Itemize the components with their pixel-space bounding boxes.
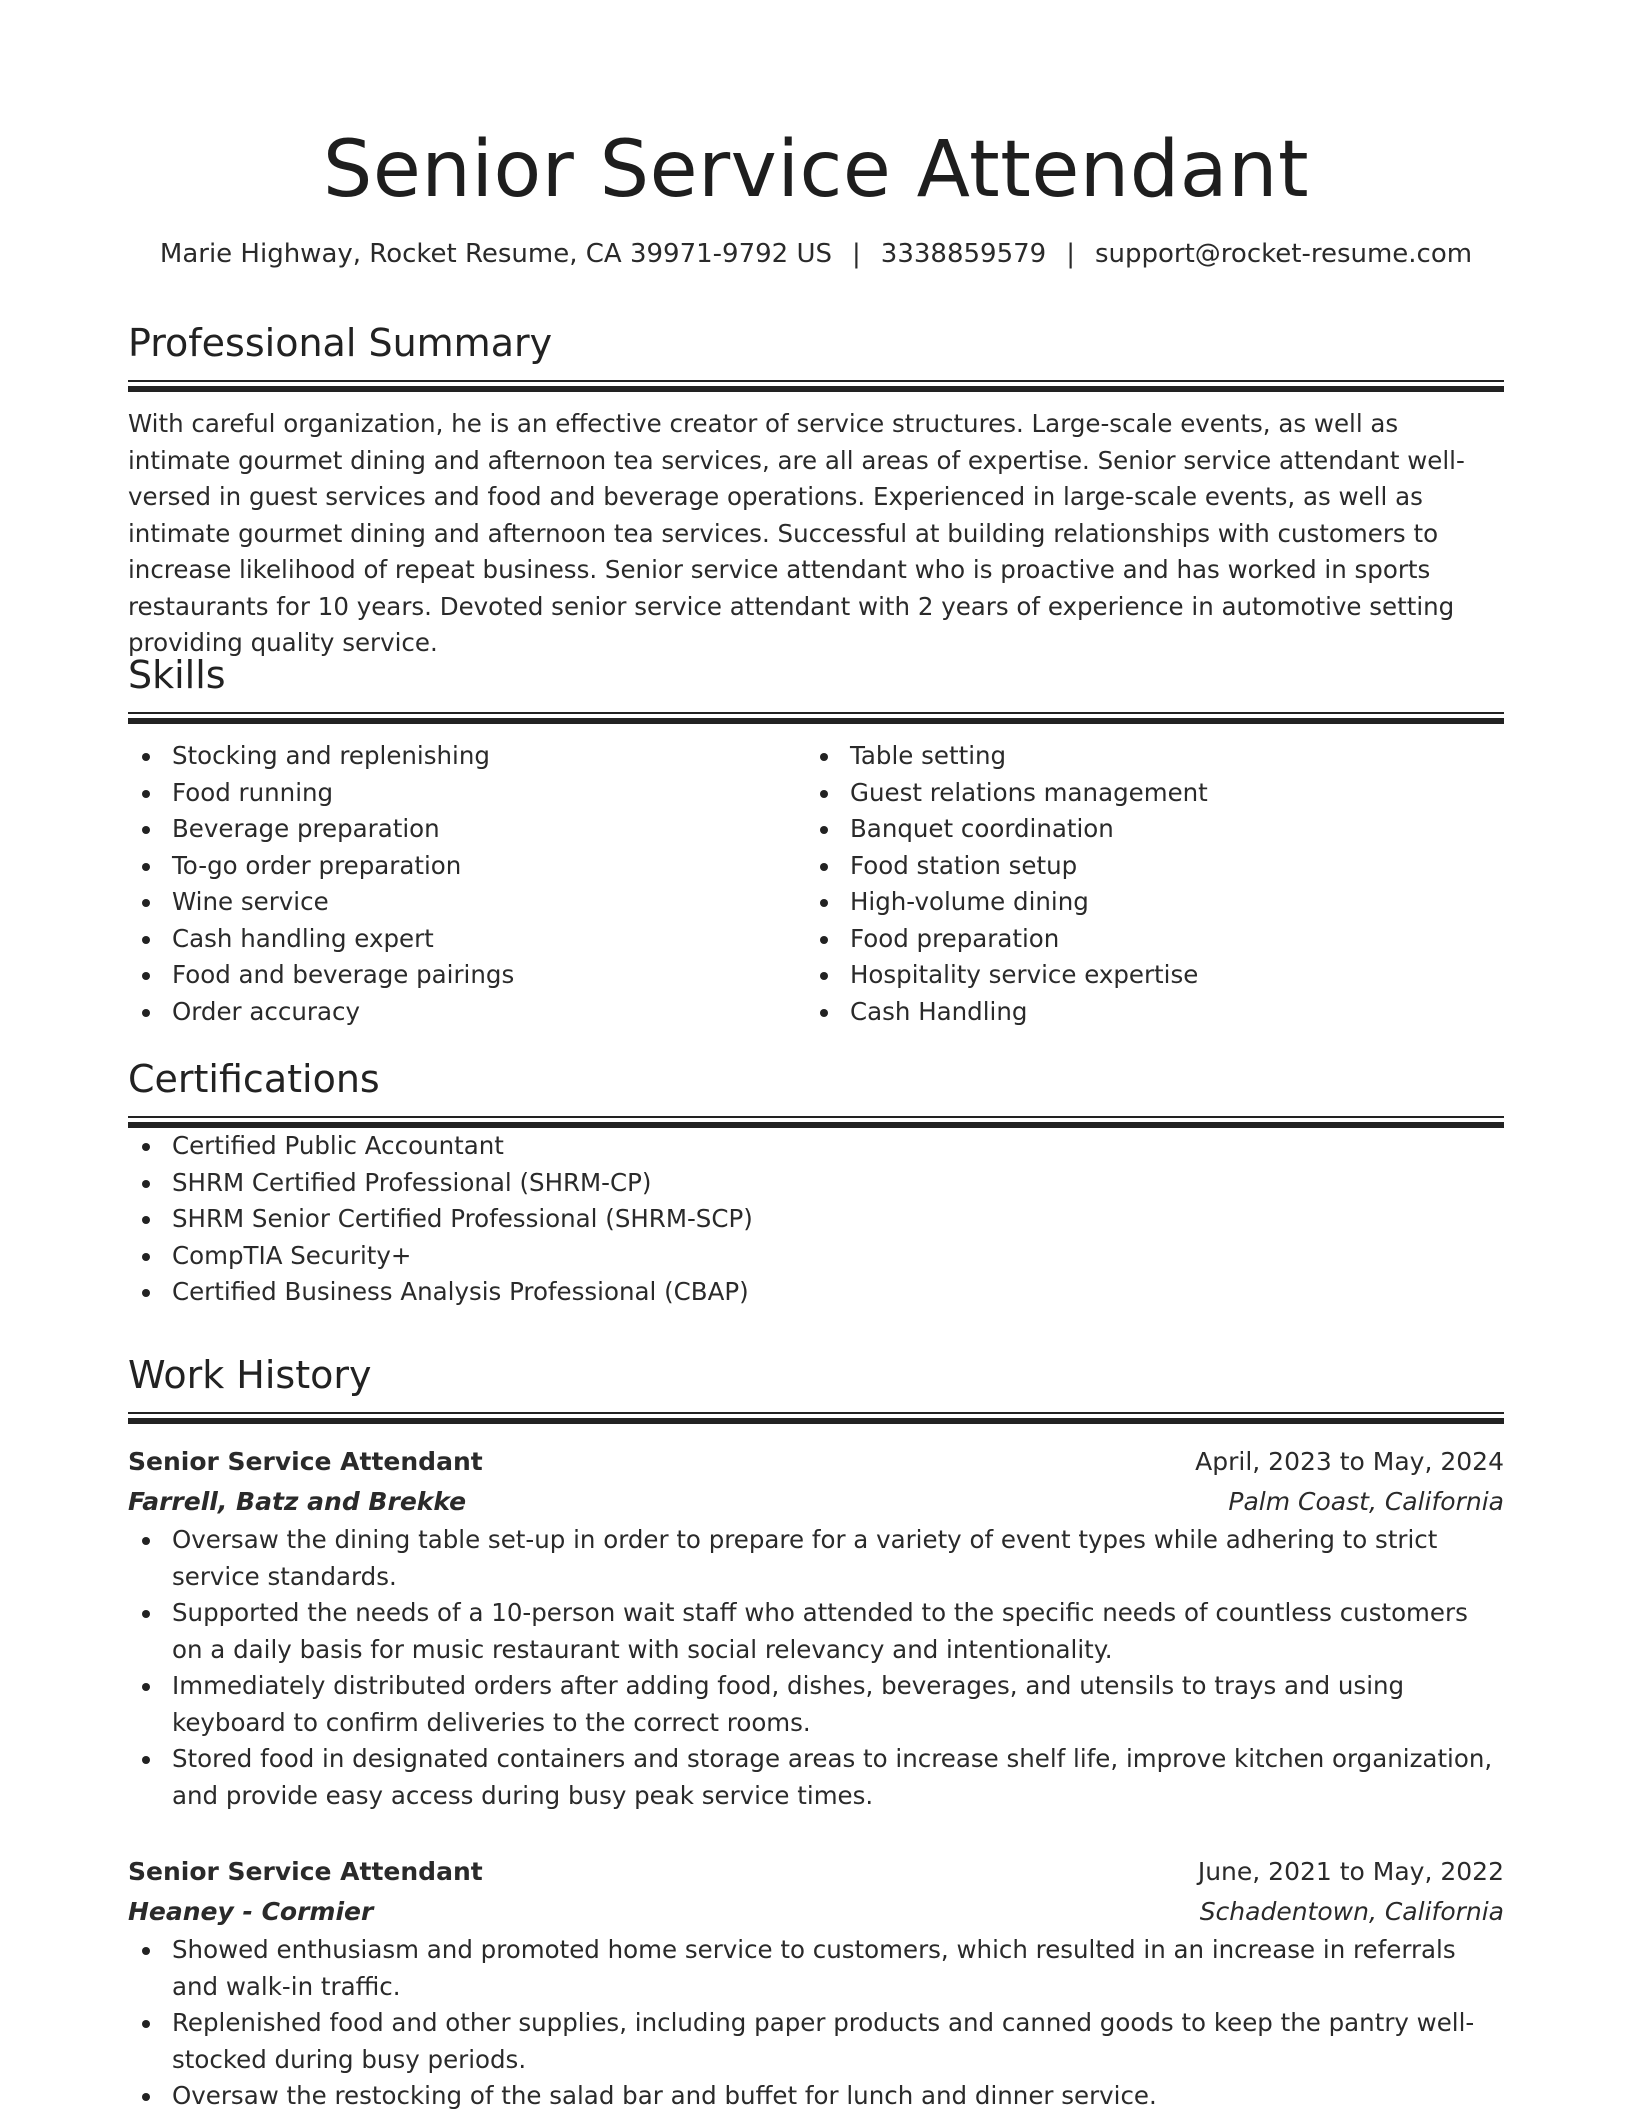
skill-label: Food station setup — [850, 850, 1078, 880]
skill-label: Beverage preparation — [172, 814, 440, 843]
bullet-icon — [142, 1947, 150, 1955]
job-duties-list — [128, 1522, 1504, 1814]
section-heading: Skills — [128, 653, 226, 697]
job-company: Farrell, Batz and Brekke — [128, 1487, 467, 1516]
skill-label: Table setting — [850, 741, 1007, 770]
job-location: Palm Coast, California — [1228, 1487, 1504, 1516]
certification-item — [128, 1128, 1504, 1165]
bullet-icon — [820, 826, 828, 834]
job-duty-item — [128, 1932, 1504, 2005]
bullet-icon — [142, 2020, 150, 2028]
skill-label: Food running — [172, 777, 334, 807]
bullet-icon — [142, 1289, 150, 1297]
certification-label: Certified Public Accountant — [172, 1131, 504, 1160]
section-heading: Professional Summary — [128, 321, 553, 365]
section-divider — [128, 380, 1504, 392]
skill-item — [806, 884, 1484, 921]
skill-item — [806, 848, 1484, 885]
certification-label: Certified Business Analysis Professional (CBAP) — [172, 1277, 749, 1306]
bullet-icon — [820, 936, 828, 944]
skills-grid — [128, 738, 1504, 1030]
certification-item — [128, 1165, 1504, 1202]
skill-item — [128, 884, 806, 921]
skill-item — [806, 738, 1484, 775]
resume-page — [128, 0, 1504, 2110]
skill-item — [806, 921, 1484, 958]
skills-list-left — [128, 738, 806, 1030]
job-duty-item — [128, 2005, 1504, 2078]
skill-label: To-go order preparation — [172, 850, 462, 880]
job-company-row — [128, 1892, 1504, 1932]
job-entry — [128, 1852, 1504, 2115]
skill-item — [128, 921, 806, 958]
professional-summary-section — [128, 318, 1504, 662]
job-duty-item — [128, 2078, 1504, 2115]
skill-item — [806, 994, 1484, 1031]
skill-label: Order accuracy — [172, 996, 360, 1026]
skills-list-right — [806, 738, 1484, 1030]
certification-item — [128, 1274, 1504, 1311]
job-dates: June, 2021 to May, 2022 — [1197, 1857, 1504, 1886]
bullet-icon — [142, 863, 150, 871]
job-title: Senior Service Attendant — [128, 1857, 483, 1886]
contact-address: Marie Highway, Rocket Resume, CA 39971-9792 US — [159, 239, 833, 269]
contact-phone: 3338859579 — [880, 239, 1047, 269]
job-duty-text: Oversaw the dining table set-up in order to prepare for a variety of event types while adhering to strict service standards. — [172, 1525, 1438, 1591]
bullet-icon — [820, 972, 828, 980]
skill-label: Food preparation — [850, 923, 1060, 953]
skill-label: Cash handling expert — [172, 923, 434, 953]
bullet-icon — [142, 826, 150, 834]
work-history-section — [128, 1350, 1504, 2115]
job-title: Senior Service Attendant — [128, 1447, 483, 1476]
skill-label: Banquet coordination — [850, 814, 1114, 843]
bullet-icon — [142, 936, 150, 944]
bullet-icon — [820, 1009, 828, 1017]
bullet-icon — [142, 1253, 150, 1261]
job-duty-text: Immediately distributed orders after adding food, dishes, beverages, and utensils to trays and using keyboard to confirm deliveries to the correct rooms. — [172, 1671, 1405, 1737]
skill-item — [806, 957, 1484, 994]
job-duty-item — [128, 1668, 1504, 1741]
contact-line — [128, 236, 1504, 272]
skill-label: Wine service — [172, 887, 329, 916]
certification-label: SHRM Senior Certified Professional (SHRM-SCP) — [172, 1204, 753, 1233]
skill-item — [128, 811, 806, 848]
bullet-icon — [142, 1180, 150, 1188]
job-duty-text: Supported the needs of a 10-person wait staff who attended to the specific needs of countless customers on a daily basis for music restaurant with social relevancy and intentionality. — [172, 1598, 1468, 1664]
contact-separator: | — [852, 239, 861, 269]
bullet-icon — [142, 899, 150, 907]
section-divider — [128, 712, 1504, 724]
job-company-row — [128, 1482, 1504, 1522]
bullet-icon — [820, 899, 828, 907]
section-heading: Certifications — [128, 1057, 380, 1101]
bullet-icon — [142, 1610, 150, 1618]
bullet-icon — [820, 863, 828, 871]
skill-item — [806, 811, 1484, 848]
bullet-icon — [142, 1216, 150, 1224]
bullet-icon — [142, 753, 150, 761]
job-duty-item — [128, 1522, 1504, 1595]
certification-label: SHRM Certified Professional (SHRM-CP) — [172, 1167, 652, 1197]
skill-item — [128, 775, 806, 812]
skills-section — [128, 650, 1504, 1030]
certifications-section — [128, 1054, 1504, 1311]
bullet-icon — [142, 1756, 150, 1764]
job-duty-text: Stored food in designated containers and storage areas to increase shelf life, improve kitchen organization, and provide easy access during busy peak service times. — [172, 1744, 1493, 1810]
job-duty-item — [128, 1741, 1504, 1814]
bullet-icon — [142, 1537, 150, 1545]
bullet-icon — [142, 1683, 150, 1691]
job-header-row — [128, 1442, 1504, 1482]
certification-label: CompTIA Security+ — [172, 1240, 412, 1270]
certification-item — [128, 1201, 1504, 1238]
bullet-icon — [142, 972, 150, 980]
job-entry — [128, 1442, 1504, 1814]
section-divider — [128, 1412, 1504, 1424]
skill-item — [128, 957, 806, 994]
job-company: Heaney - Cormier — [128, 1897, 374, 1926]
skill-item — [128, 738, 806, 775]
skill-label: Guest relations management — [850, 777, 1208, 807]
page-title: Senior Service Attendant — [322, 125, 1310, 215]
section-divider — [128, 1116, 1504, 1128]
bullet-icon — [820, 790, 828, 798]
contact-email: support@rocket-resume.com — [1094, 239, 1473, 269]
skill-label: Hospitality service expertise — [850, 960, 1199, 989]
section-heading: Work History — [128, 1353, 372, 1397]
job-header-row — [128, 1852, 1504, 1892]
bullet-icon — [142, 1009, 150, 1017]
certification-item — [128, 1238, 1504, 1275]
bullet-icon — [142, 790, 150, 798]
skill-label: High-volume dining — [850, 887, 1089, 916]
job-duty-item — [128, 1595, 1504, 1668]
summary-text: With careful organization, he is an effective creator of service structures. Large-scale events, as well as intimate gourmet dining and afternoon tea services, are all areas of expertise. Senior service attendant well-versed in guest services and food and beverage operations. Experienced in large-scale events, as well as intimate gourmet dining and afternoon tea services. Successful at building relationships with customers to increase likelihood of repeat business. Senior service attendant who is proactive and has worked in sports restaurants for 10 years. Devoted senior service attendant with 2 years of experience in automotive setting providing quality service. — [128, 409, 1465, 657]
bullet-icon — [820, 753, 828, 761]
job-dates: April, 2023 to May, 2024 — [1195, 1447, 1504, 1476]
job-duty-text: Showed enthusiasm and promoted home service to customers, which resulted in an increase in referrals and walk-in traffic. — [172, 1935, 1456, 2001]
bullet-icon — [142, 2093, 150, 2101]
job-duties-list — [128, 1932, 1504, 2115]
bullet-icon — [142, 1143, 150, 1151]
skill-label: Food and beverage pairings — [172, 960, 515, 989]
skill-item — [128, 848, 806, 885]
skill-label: Stocking and replenishing — [172, 741, 490, 770]
job-duty-text: Replenished food and other supplies, including paper products and canned goods to keep the pantry well-stocked during busy periods. — [172, 2008, 1475, 2074]
contact-separator: | — [1066, 239, 1075, 269]
skill-item — [128, 994, 806, 1031]
skill-item — [806, 775, 1484, 812]
certifications-list — [128, 1128, 1504, 1311]
job-location: Schadentown, California — [1199, 1897, 1504, 1926]
job-duty-text: Oversaw the restocking of the salad bar and buffet for lunch and dinner service. — [172, 2081, 1157, 2110]
skill-label: Cash Handling — [850, 996, 1028, 1026]
